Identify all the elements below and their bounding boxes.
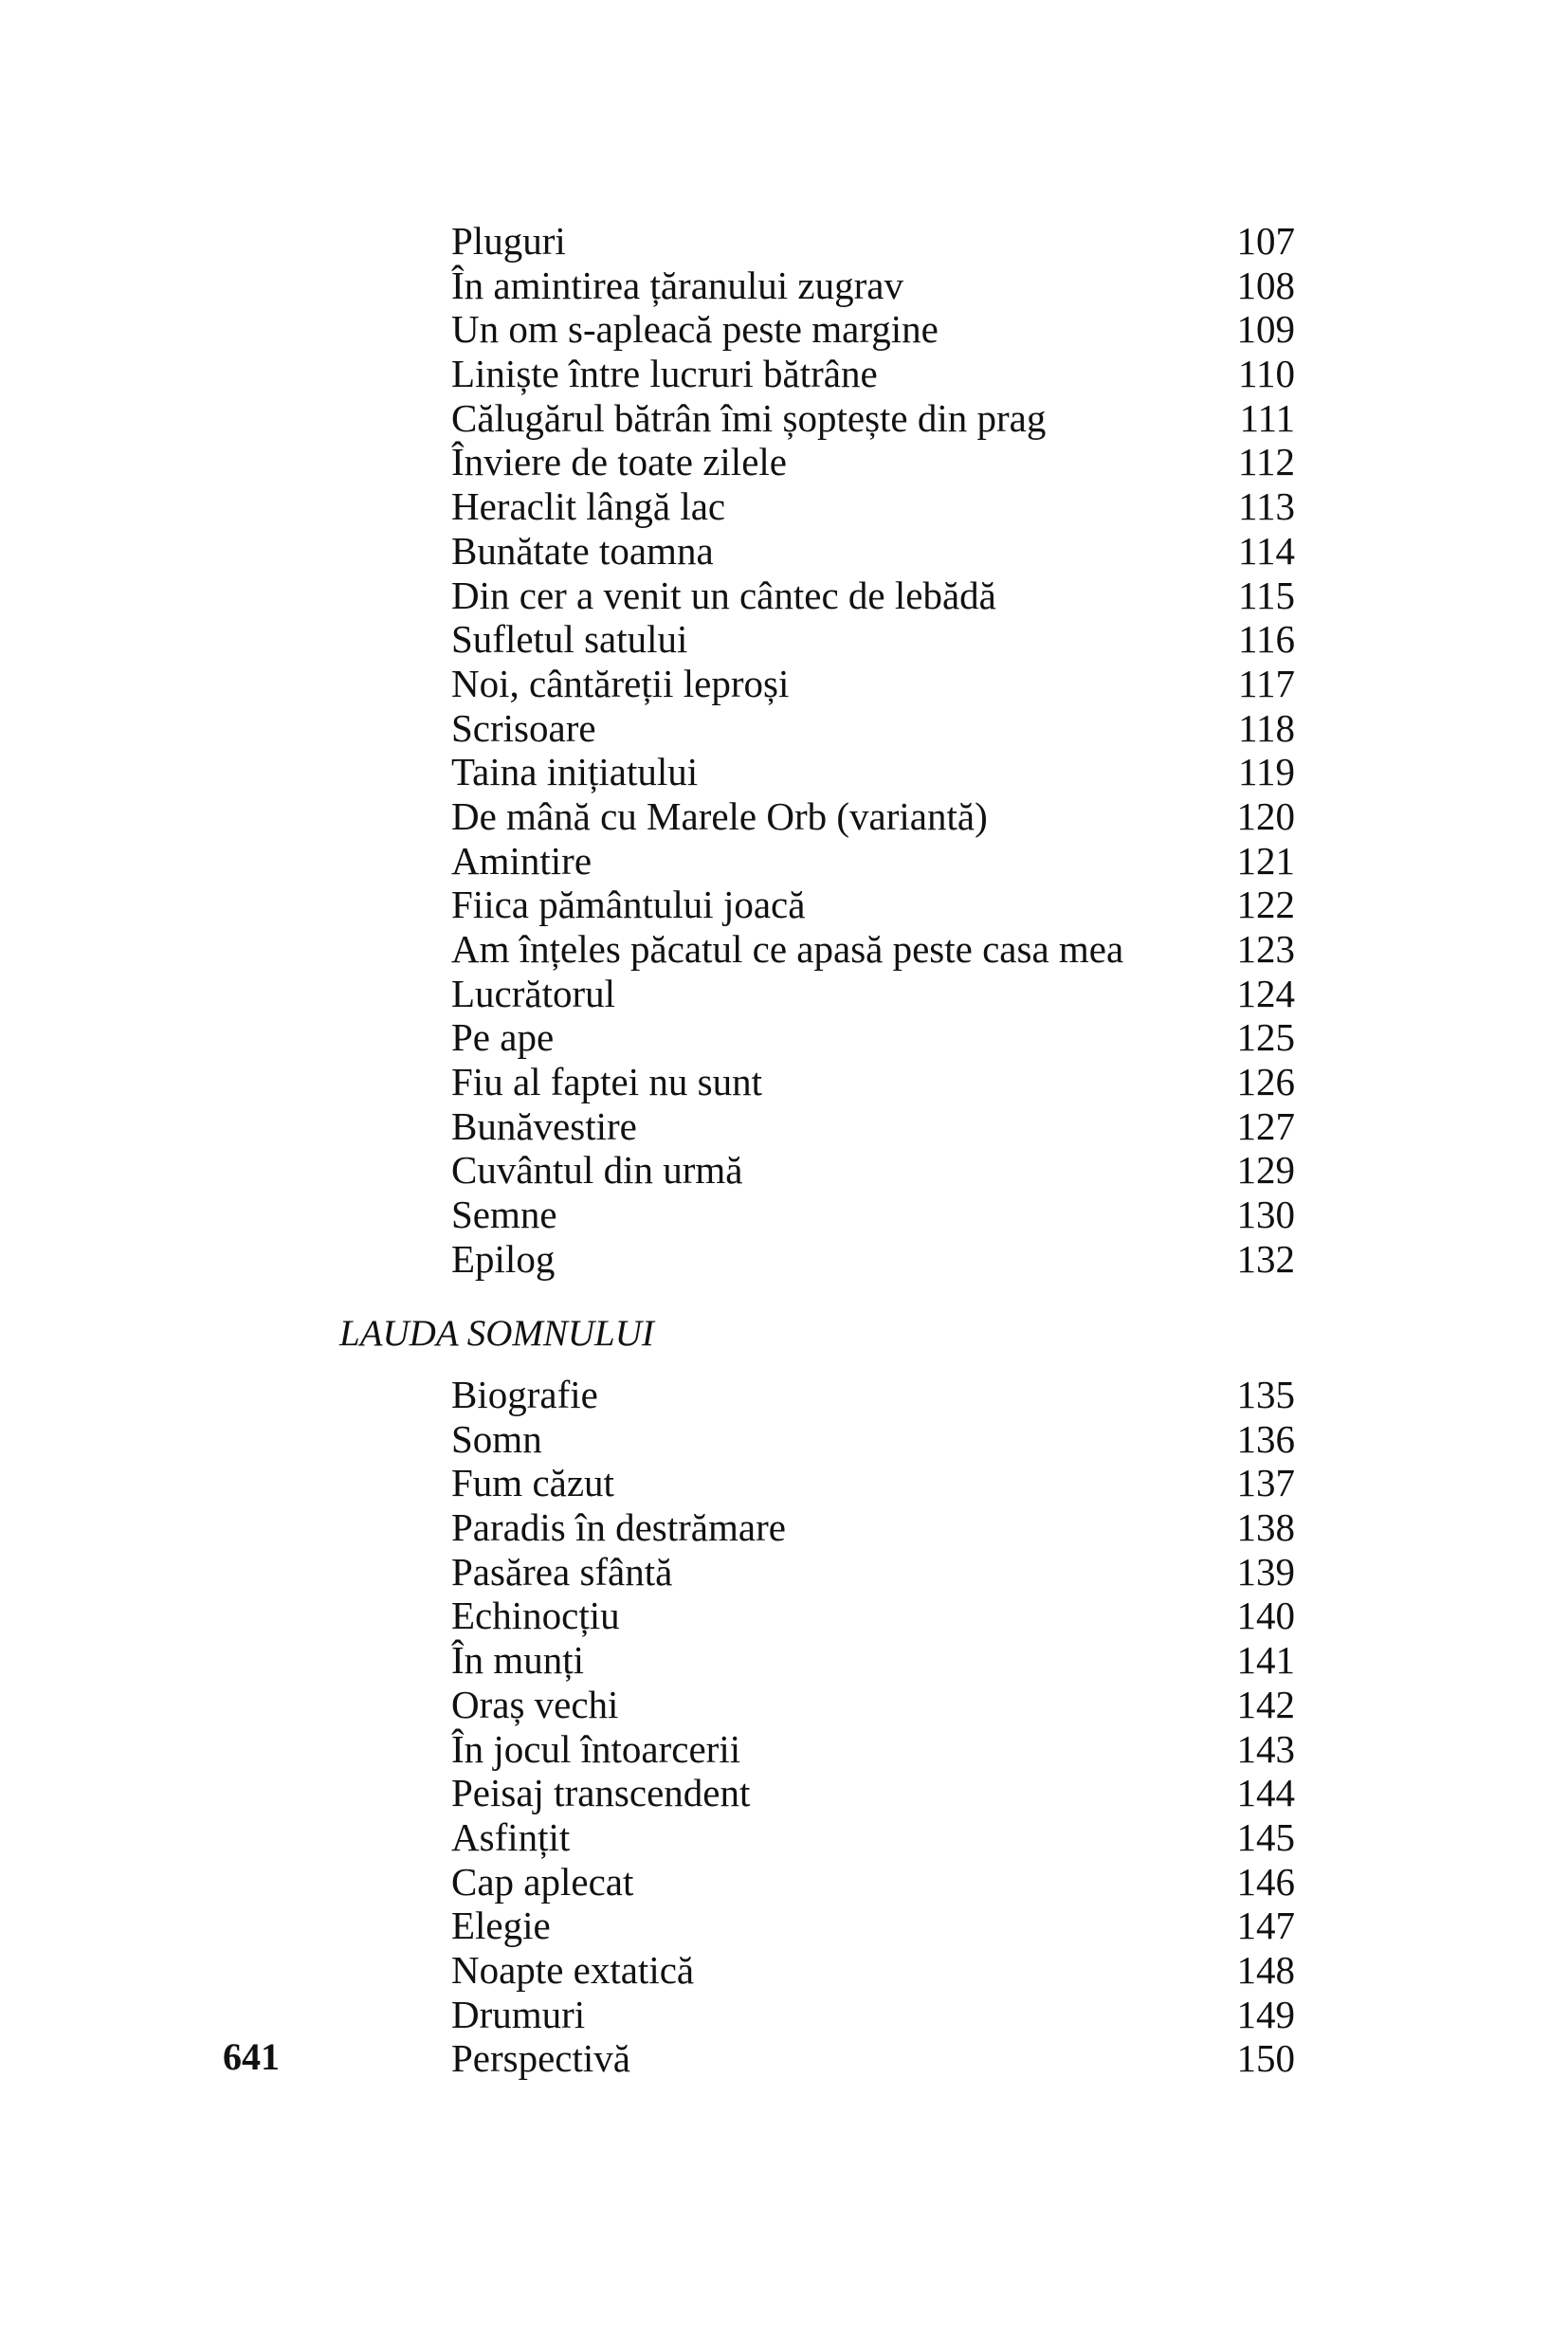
toc-entry-title: Somn <box>451 1416 542 1461</box>
toc-entry <box>451 1060 1295 1104</box>
toc-entry-title: Lucrătorul <box>451 971 616 1015</box>
toc-entry-page: 146 <box>1236 1859 1295 1904</box>
toc-entry <box>451 2036 1295 2081</box>
toc-entry <box>451 972 1295 1016</box>
toc-entry-title: Biografie <box>451 1373 598 1416</box>
toc-entry-page: 112 <box>1238 440 1295 484</box>
toc-entry-page: 116 <box>1238 617 1295 662</box>
toc-entry-page: 119 <box>1238 750 1295 794</box>
toc-entry-page: 140 <box>1236 1594 1295 1638</box>
toc-entry <box>451 662 1295 706</box>
toc-entry-page: 148 <box>1236 1947 1295 1992</box>
toc-entry <box>451 1815 1295 1860</box>
toc-entry <box>451 1993 1295 2037</box>
toc-entry <box>451 1948 1295 1993</box>
toc-entry-page: 117 <box>1238 661 1295 705</box>
toc-entry <box>451 1193 1295 1237</box>
toc-entry-title: Bunătate toamna <box>451 528 714 573</box>
toc-entry-page: 144 <box>1236 1771 1295 1815</box>
toc-entry-title: Peisaj transcendent <box>451 1771 751 1815</box>
toc-entry-page: 108 <box>1236 263 1295 307</box>
toc-entry-title: Perspectivă <box>451 2036 630 2081</box>
toc-entry-page: 150 <box>1236 2036 1295 2081</box>
toc-entry-page: 111 <box>1239 395 1295 440</box>
toc-entry <box>451 1237 1295 1282</box>
toc-entry-title: Asfințit <box>451 1814 571 1859</box>
toc-entry-title: Heraclit lângă lac <box>451 484 726 529</box>
toc-entry-page: 125 <box>1236 1015 1295 1060</box>
toc-entry <box>451 1683 1295 1727</box>
toc-entry-title: Liniște între lucruri bătrâne <box>451 352 878 396</box>
toc-entry-title: Taina inițiatului <box>451 750 699 794</box>
toc-entry-title: Pasărea sfântă <box>451 1549 673 1594</box>
toc-entry-page: 114 <box>1238 528 1295 573</box>
toc-entry-title: Scrisoare <box>451 705 596 750</box>
toc-entry-title: Sufletul satului <box>451 617 688 662</box>
toc-section-1 <box>451 219 1295 1282</box>
toc-entry <box>451 352 1295 396</box>
toc-entry-page: 138 <box>1236 1505 1295 1550</box>
toc-entry-title: Pe ape <box>451 1015 555 1060</box>
toc-entry-page: 107 <box>1236 219 1295 263</box>
toc-entry <box>451 574 1295 618</box>
toc-entry <box>451 927 1295 972</box>
toc-entry <box>451 1550 1295 1595</box>
toc-entry <box>451 883 1295 927</box>
toc-entry-title: Din cer a venit un cântec de lebădă <box>451 573 996 617</box>
toc-entry <box>451 1015 1295 1060</box>
toc-entry <box>451 1727 1295 1772</box>
toc-entry <box>451 1461 1295 1505</box>
toc-entry-page: 124 <box>1236 971 1295 1015</box>
toc-entry <box>451 529 1295 574</box>
toc-entry-page: 113 <box>1238 484 1295 529</box>
page-number: 641 <box>223 2035 280 2078</box>
toc-entry-page: 142 <box>1236 1682 1295 1726</box>
toc-entry-title: Am înțeles păcatul ce apasă peste casa mea <box>451 927 1124 971</box>
toc-entry <box>451 1505 1295 1550</box>
toc-entry <box>451 794 1295 839</box>
toc-entry-page: 149 <box>1236 1992 1295 2036</box>
toc-entry <box>451 1860 1295 1904</box>
toc-entry-title: Un om s-apleacă peste margine <box>451 307 939 352</box>
toc-entry-page: 120 <box>1236 793 1295 838</box>
toc-entry <box>451 706 1295 751</box>
toc-entry-title: Cap aplecat <box>451 1859 634 1904</box>
toc-entry <box>451 1417 1295 1462</box>
toc-entry-title: Călugărul bătrân îmi șoptește din prag <box>451 395 1047 440</box>
toc-entry-title: Drumuri <box>451 1992 586 2036</box>
toc-entry-page: 126 <box>1236 1060 1295 1104</box>
toc-entry-page: 122 <box>1236 883 1295 927</box>
toc-entry-page: 137 <box>1236 1461 1295 1505</box>
toc-entry <box>451 1104 1295 1149</box>
toc-entry-page: 132 <box>1236 1236 1295 1281</box>
toc-entry <box>451 839 1295 884</box>
toc-entry-title: În amintirea țăranului zugrav <box>451 263 903 307</box>
toc-entry-page: 145 <box>1236 1814 1295 1859</box>
toc-entry <box>451 307 1295 352</box>
toc-entry-title: De mână cu Marele Orb (variantă) <box>451 793 988 838</box>
toc-section-2 <box>451 1373 1295 2081</box>
toc-entry-page: 139 <box>1236 1549 1295 1594</box>
toc-entry <box>451 1373 1295 1417</box>
toc-entry <box>451 1904 1295 1948</box>
toc-entry-title: Înviere de toate zilele <box>451 440 787 484</box>
toc-entry-page: 127 <box>1236 1103 1295 1148</box>
toc-entry-title: Semne <box>451 1193 557 1237</box>
toc-entry-page: 110 <box>1238 352 1295 396</box>
toc-entry-page: 141 <box>1236 1638 1295 1683</box>
toc-entry-page: 129 <box>1236 1148 1295 1193</box>
toc-entry <box>451 396 1295 441</box>
toc-entry-title: Fum căzut <box>451 1461 614 1505</box>
toc-entry-page: 143 <box>1236 1726 1295 1771</box>
toc-entry-title: Elegie <box>451 1904 551 1948</box>
toc-entry-title: Fiica pământului joacă <box>451 883 806 927</box>
toc-entry <box>451 1594 1295 1638</box>
toc-entry-page: 123 <box>1236 927 1295 971</box>
toc-entry <box>451 264 1295 308</box>
toc-entry-title: În munți <box>451 1638 585 1683</box>
toc-entry <box>451 219 1295 264</box>
toc-entry-title: Oraș vechi <box>451 1682 619 1726</box>
toc-entry <box>451 1148 1295 1193</box>
toc-entry-page: 121 <box>1236 838 1295 883</box>
toc-entry-title: Bunăvestire <box>451 1103 637 1148</box>
toc-entry-page: 136 <box>1236 1416 1295 1461</box>
toc-entry-page: 118 <box>1238 705 1295 750</box>
toc-entry-title: Noi, cântăreții leproși <box>451 661 790 705</box>
toc-entry-title: Pluguri <box>451 219 566 263</box>
toc-entry-title: În jocul întoarcerii <box>451 1726 741 1771</box>
toc-entry <box>451 750 1295 794</box>
toc-entry-page: 115 <box>1238 573 1295 617</box>
toc-entry-title: Fiu al faptei nu sunt <box>451 1060 762 1104</box>
toc-entry <box>451 1771 1295 1815</box>
toc-entry <box>451 1638 1295 1683</box>
toc-entry-title: Echinocțiu <box>451 1594 620 1638</box>
toc-entry-page: 109 <box>1236 307 1295 352</box>
toc-entry-page: 135 <box>1236 1373 1295 1416</box>
toc-entry-page: 130 <box>1236 1193 1295 1237</box>
toc-entry-title: Amintire <box>451 838 593 883</box>
toc-entry-title: Epilog <box>451 1236 556 1281</box>
section-heading: LAUDA SOMNULUI <box>339 1313 654 1354</box>
toc-entry-title: Paradis în destrămare <box>451 1505 786 1550</box>
toc-entry <box>451 617 1295 662</box>
toc-entry-title: Noapte extatică <box>451 1947 695 1992</box>
toc-entry <box>451 484 1295 529</box>
toc-entry <box>451 440 1295 484</box>
toc-entry-title: Cuvântul din urmă <box>451 1148 743 1193</box>
toc-entry-page: 147 <box>1236 1904 1295 1948</box>
